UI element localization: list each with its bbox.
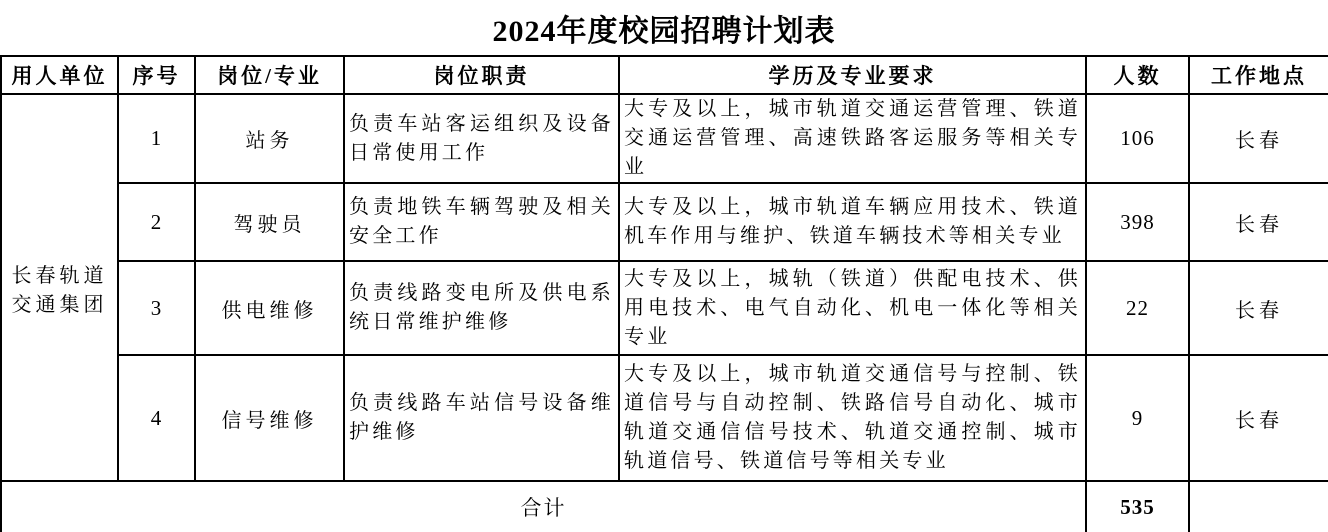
cell-count: 106 xyxy=(1086,94,1189,183)
recruitment-plan-table xyxy=(0,55,1328,532)
cell-duty: 负责车站客运组织及设备日常使用工作 xyxy=(344,94,619,183)
cell-requirement: 大专及以上，城轨（铁道）供配电技术、供用电技术、电气自动化、机电一体化等相关专业 xyxy=(619,261,1086,355)
total-count: 535 xyxy=(1086,481,1189,532)
cell-location: 长春 xyxy=(1189,261,1328,355)
table-row xyxy=(1,183,1328,261)
table-row xyxy=(1,94,1328,183)
cell-employer: 长春轨道交通集团 xyxy=(1,94,118,481)
cell-no: 2 xyxy=(118,183,195,261)
cell-position: 供电维修 xyxy=(195,261,344,355)
header-cell-position: 岗位/专业 xyxy=(195,56,344,94)
total-label: 合计 xyxy=(1,481,1086,532)
cell-position: 站务 xyxy=(195,94,344,183)
cell-position: 信号维修 xyxy=(195,355,344,481)
cell-duty: 负责地铁车辆驾驶及相关安全工作 xyxy=(344,183,619,261)
cell-location: 长春 xyxy=(1189,183,1328,261)
header-cell-no: 序号 xyxy=(118,56,195,94)
cell-duty: 负责线路变电所及供电系统日常维护维修 xyxy=(344,261,619,355)
cell-no: 1 xyxy=(118,94,195,183)
header-row xyxy=(1,56,1328,94)
table-row xyxy=(1,261,1328,355)
cell-location: 长春 xyxy=(1189,94,1328,183)
total-row xyxy=(1,481,1328,532)
cell-count: 9 xyxy=(1086,355,1189,481)
cell-requirement: 大专及以上，城市轨道车辆应用技术、铁道机车作用与维护、铁道车辆技术等相关专业 xyxy=(619,183,1086,261)
page-title: 2024年度校园招聘计划表 xyxy=(492,14,836,48)
cell-no: 4 xyxy=(118,355,195,481)
cell-duty: 负责线路车站信号设备维护维修 xyxy=(344,355,619,481)
cell-requirement: 大专及以上，城市轨道交通信号与控制、铁道信号与自动控制、铁路信号自动化、城市轨道交通信信号技术、轨道交通控制、城市轨道信号、铁道信号等相关专业 xyxy=(619,355,1086,481)
header-cell-count: 人数 xyxy=(1086,56,1189,94)
cell-location: 长春 xyxy=(1189,355,1328,481)
table-row xyxy=(1,355,1328,481)
cell-position: 驾驶员 xyxy=(195,183,344,261)
header-cell-employer: 用人单位 xyxy=(1,56,118,94)
cell-count: 398 xyxy=(1086,183,1189,261)
total-location-empty xyxy=(1189,481,1328,532)
header-cell-requirement: 学历及专业要求 xyxy=(619,56,1086,94)
cell-count: 22 xyxy=(1086,261,1189,355)
header-cell-duty: 岗位职责 xyxy=(344,56,619,94)
header-cell-location: 工作地点 xyxy=(1189,56,1328,94)
cell-no: 3 xyxy=(118,261,195,355)
cell-requirement: 大专及以上，城市轨道交通运营管理、铁道交通运营管理、高速铁路客运服务等相关专业 xyxy=(619,94,1086,183)
